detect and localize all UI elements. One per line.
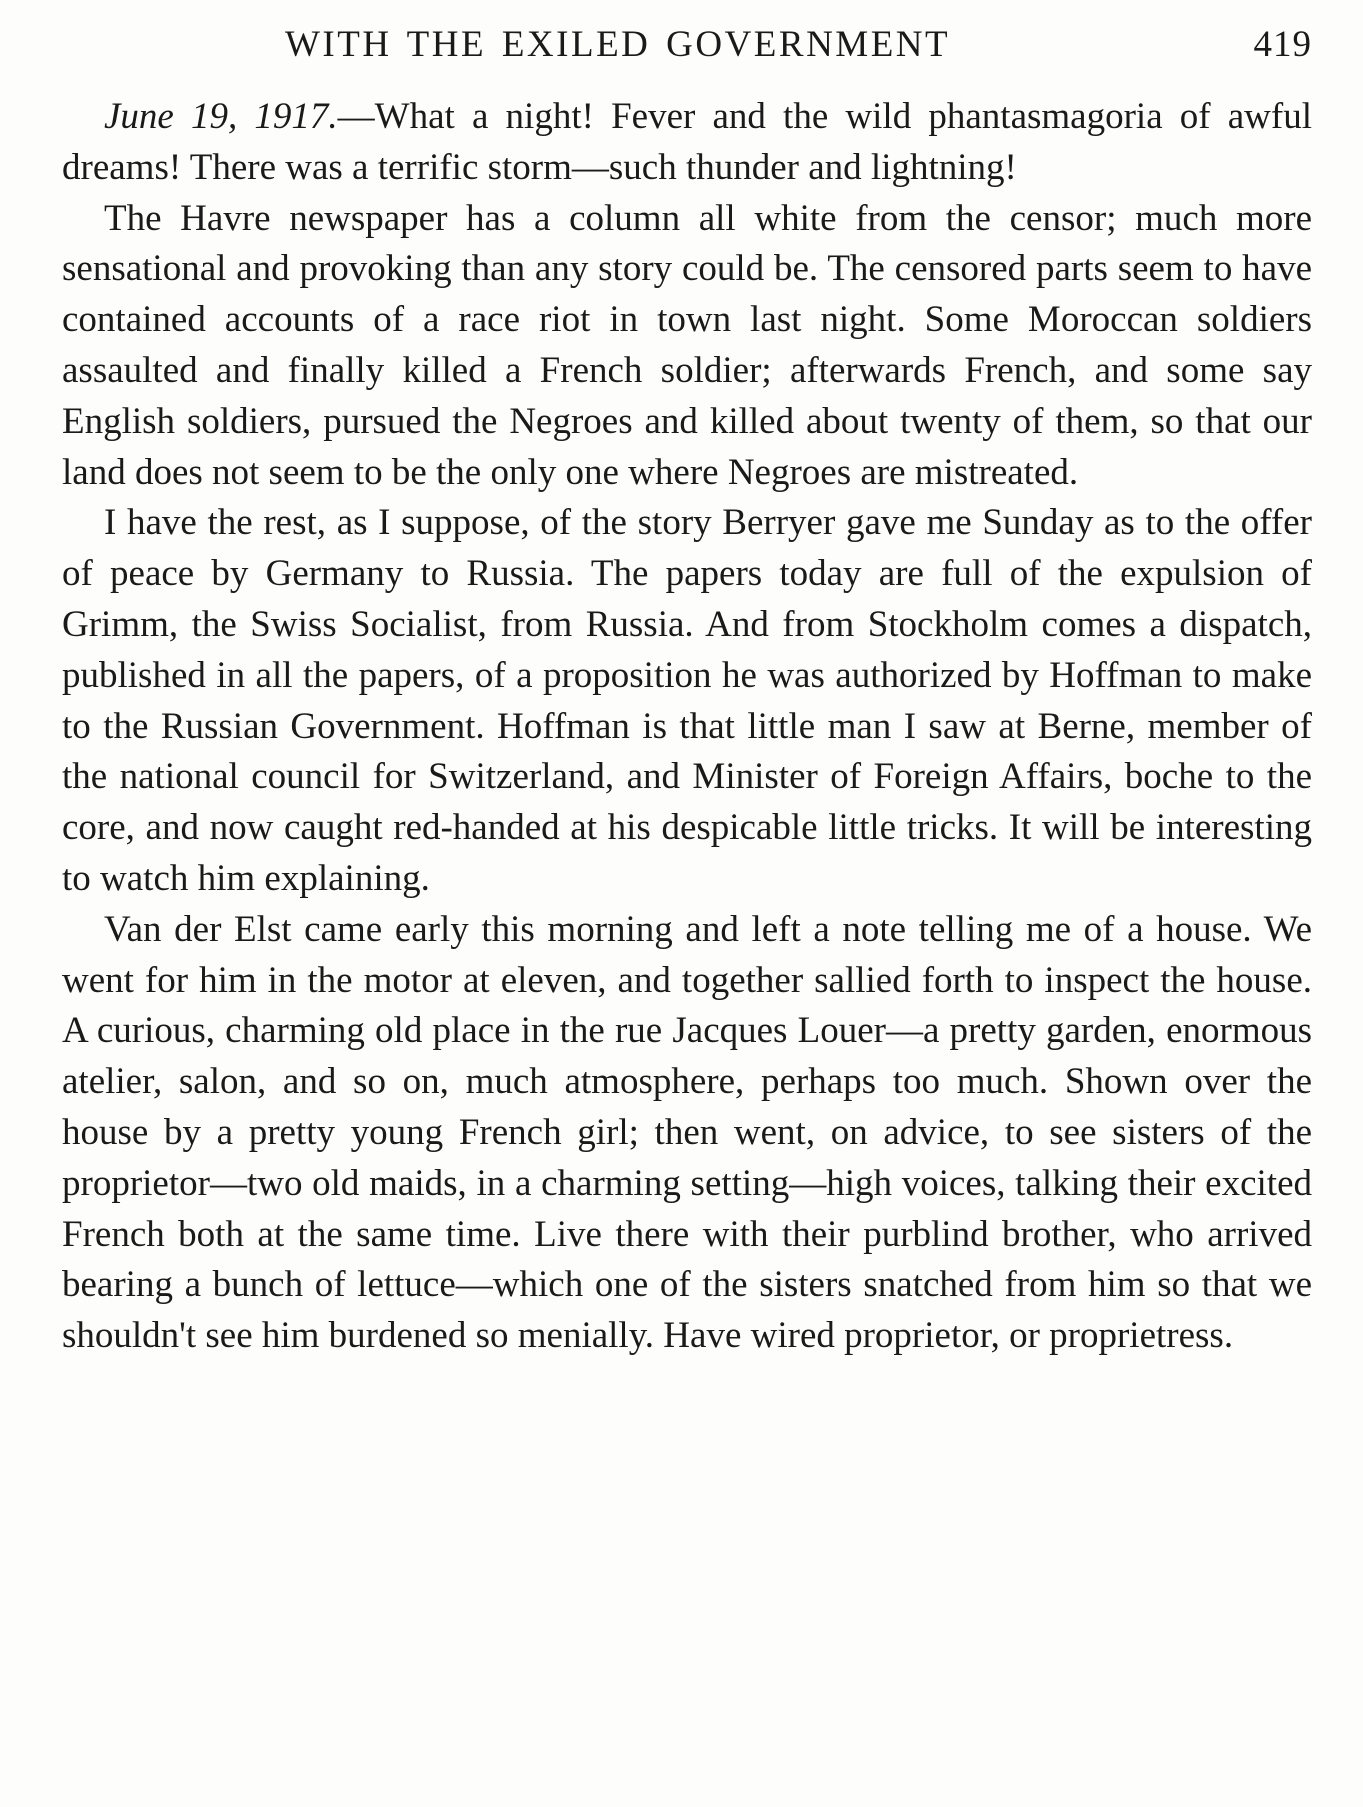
running-head <box>62 20 1312 70</box>
paragraph-1-text: —What a night! Fever and the wild phantasmagoria of awful dreams! There was a terrific storm—such thunder and lightning! <box>62 96 1312 188</box>
body-text <box>62 92 1312 1362</box>
paragraph-3: I have the rest, as I suppose, of the story Berryer gave me Sunday as to the offer of peace by Germany to Russia. The papers today are full of the expulsion of Grimm, the Swiss Socialist, from Russia. And from Stockholm comes a dispatch, published in all the papers, of a proposition he was authorized by Hoffman to make to the Russian Government. Hoffman is that little man I saw at Berne, member of the national council for Switzerland, and Minister of Foreign Affairs, boche to the core, and now caught red-handed at his despicable little tricks. It will be interesting to watch him explaining. <box>62 502 1312 899</box>
page-number: 419 <box>1253 24 1312 65</box>
paragraph-1 <box>62 92 1312 194</box>
entry-date: June 19, 1917. <box>104 96 338 137</box>
running-title: WITH THE EXILED GOVERNMENT <box>285 24 951 65</box>
paragraph-2: The Havre newspaper has a column all white from the censor; much more sensational and provoking than any story could be. The censored parts seem to have contained accounts of a race riot in town last night. Some Moroccan soldiers assaulted and finally killed a French soldier; afterwards French, and some say English soldiers, pursued the Negroes and killed about twenty of them, so that our land does not seem to be the only one where Negroes are mistreated. <box>62 197 1312 493</box>
paragraph-4: Van der Elst came early this morning and left a note telling me of a house. We went for him in the motor at eleven, and together sallied forth to inspect the house. A curious, charming old place in the rue Jacques Louer—a pretty garden, enormous atelier, salon, and so on, much atmosphere, perhaps too much. Shown over the house by a pretty young French girl; then went, on advice, to see sisters of the proprietor—two old maids, in a charming setting—high voices, talking their excited French both at the same time. Live there with their purblind brother, who arrived bearing a bunch of lettuce—which one of the sisters snatched from him so that we shouldn't see him burdened so menially. Have wired proprietor, or proprietress. <box>62 908 1312 1357</box>
book-page <box>62 20 1312 1362</box>
